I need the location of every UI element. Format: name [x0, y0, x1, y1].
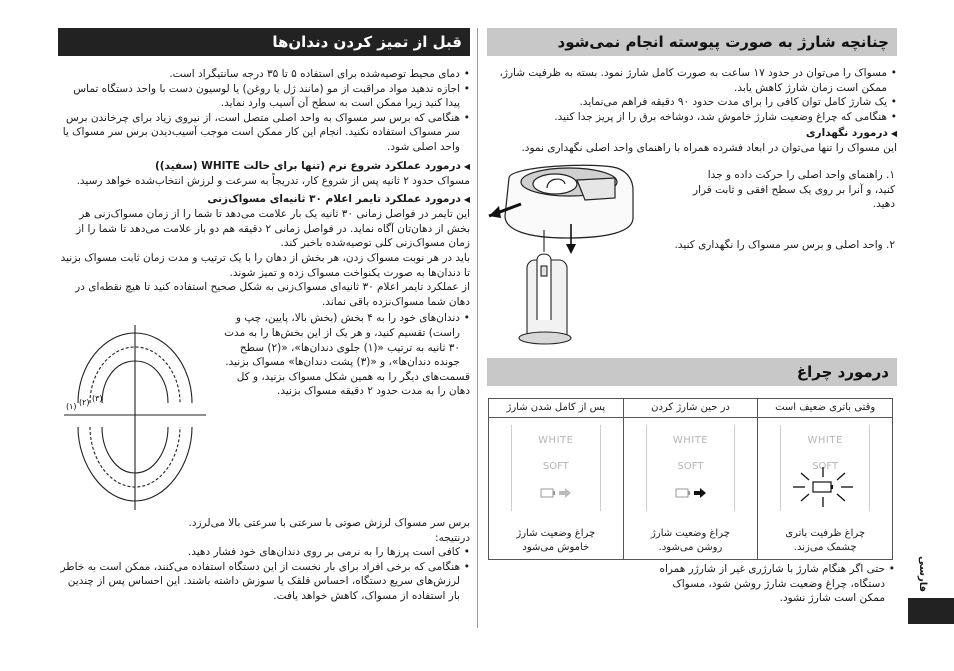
timer-paragraph-3: از عملکرد تایمر اعلام ۳۰ ثانیه‌ای مسواک‌زنی به شکل صحیح استفاده کنید تا هیچ نقطه‌ای در دهان شما مسواک‌نزده باقی نماند.	[75, 281, 470, 308]
lamp-panel	[646, 425, 736, 511]
bullet-run-time: • یک شارژ کامل توان کافی را برای مدت حدود ۹۰ دقیقه فراهم می‌نماید.	[487, 95, 897, 110]
bullet-full-charge: • مسواک را می‌توان در حدود ۱۷ ساعت به صورت کامل شارژ نمود. بسته به ظرفیت شارژ، ممکن است زمان شارژ کاهش یابد.	[487, 66, 897, 95]
storage-step-2: ۲. واحد اصلی و برس سر مسواک را نگهداری کنید.	[674, 239, 895, 251]
right-column	[487, 28, 897, 156]
language-label: فارسی	[917, 556, 928, 593]
charge-lamp-on-icon	[675, 487, 707, 499]
charger-illustration	[487, 160, 687, 348]
mode-label-white: WHITE	[538, 435, 574, 446]
column-divider	[477, 28, 478, 628]
mode-label-soft: SOFT	[677, 461, 704, 472]
bullet-unplug: • هنگامی که چراغ وضعیت شارژ خاموش شد، دوشاخه برق را از پریز جدا کنید.	[487, 110, 897, 125]
result-bullet-2: • هنگامی که برخی افراد برای بار نخست از این دستگاه استفاده می‌کنند، ممکن است به خاطر لرزش‌های سریع دستگاه، احساس قلقک یا سوزش داشته باشند. این احساس پس از چندین بار استفاده از مسواک، کاهش خواهد یافت.	[58, 560, 470, 604]
bullet-quadrants: • دندان‌های خود را به ۴ بخش (بخش بالا، پایین، چپ و راست) تقسیم کنید، و هر یک از این بخش‌ها را به مدت ۳۰ ثانیه به ترتیب «(۱) جلوی دندان‌ها»، «(۲) سطح جونده دندان‌ها»، و «(۳) پشت دندان‌ها» مسواک بزنید.	[220, 311, 470, 369]
timer-paragraph-2: باید در هر نوبت مسواک زدن، هر بخش از دهان را با یک ترتیب و مدت زمان ثابت مسواک بزنید تا دندان‌ها به صورت یکنواخت مسواک زده و تمیز شوند.	[60, 251, 470, 279]
battery-blinking-icon	[785, 465, 861, 509]
lamp-cell-header: پس از کامل شدن شارژ	[489, 399, 623, 418]
mode-label-white: WHITE	[672, 435, 709, 446]
section-title-charging: چنانچه شارژ به صورت پیوسته انجام نمی‌شود	[487, 28, 897, 56]
bullet-brush-head-force: • هنگامی که برس سر مسواک به واحد اصلی متصل است، از نیروی زیاد برای چرخاندن برس سر مسواک استفاده نکنید. انجام این کار ممکن است موجب آسیب‌دیدن برس سر مسواک یا واحد اصلی شود.	[58, 111, 470, 155]
storage-heading: ◀درمورد نگهداری	[805, 127, 897, 140]
section-title-lamp: درمورد چراغ	[487, 358, 897, 386]
storage-step-1: ۱. راهنمای واحد اصلی را حرکت داده و جدا کنید، و آنرا بر روی یک سطح افقی و ثابت قرار دهید.	[692, 169, 895, 211]
bullet-hair-products: • اجازه ندهید مواد مراقبت از مو (مانند ژل یا روغن) یا لوسیون دست با واحد دستگاه تماس پیدا کنید زیرا ممکن است به سطح آن آسیب وارد نماید.	[58, 82, 470, 111]
lamp-cell-charged	[489, 399, 623, 559]
lamp-panel	[511, 425, 601, 511]
lamp-panel	[780, 425, 870, 511]
lamp-cell-low-battery	[757, 399, 892, 559]
diagram-label-3: (۳)	[92, 394, 103, 403]
storage-text: این مسواک را تنها می‌توان در ابعاد فشرده همراه با راهنمای واحد اصلی نگهداری نمود.	[521, 142, 897, 155]
timer-heading: ◀درمورد عملکرد تایمر اعلام ۳۰ ثانیه‌ای مسواک‌زنی	[207, 193, 470, 206]
lamp-status-table	[488, 398, 893, 560]
diagram-label-2: (۲)	[79, 398, 90, 407]
section-title-before-cleaning: قبل از تمیز کردن دندان‌ها	[58, 28, 470, 56]
vibration-text: برس سر مسواک لرزش صوتی با سرعتی با سرعتی بالا می‌لرزد.	[188, 517, 470, 529]
lamp-note: • حتی اگر هنگام شارژ با شارژری غیر از شارژر همراه دستگاه، چراغ وضعیت شارژ روشن شود، مسواک ممکن است شارژ نشود.	[645, 562, 895, 606]
mode-label-soft: SOFT	[812, 461, 839, 472]
quadrants-continued: قسمت‌های دیگر را به همین شکل مسواک بزنید، و کل دهان را به مدت حدود ۲ دقیقه مسواک بزنید.	[236, 370, 470, 398]
result-label: درنتیجه:	[435, 531, 470, 544]
timer-paragraph-1: این تایمر در فواصل زمانی ۳۰ ثانیه یک بار علامت می‌دهد تا شما را از زمان مسواک‌زنی هر بخش از دهان‌تان آگاه نماید. در فواصل زمانی ۲ دقیقه هم دو بار علامت می‌دهد تا شما را از زمان مسواک‌زنی کلی توصیه‌شده باخبر کند.	[76, 208, 470, 250]
page-side-tab	[908, 598, 954, 624]
triangle-marker-icon: ◀	[890, 129, 897, 139]
lamp-cell-header: در حین شارژ کردن	[624, 399, 758, 418]
charge-lamp-off-icon	[540, 487, 572, 499]
diagram-label-1: (۱)	[66, 402, 77, 411]
triangle-marker-icon: ◀	[463, 195, 470, 205]
mode-label-white: WHITE	[807, 435, 843, 446]
lamp-cell-footer: چراغ وضعیت شارژ روشن می‌شود.	[651, 528, 730, 553]
vibration-section	[58, 516, 470, 604]
lamp-cell-charging	[623, 399, 758, 559]
soft-start-text: مسواک حدود ۲ ثانیه پس از شروع کار، تدریجاً به سرعت و لرزش انتخاب‌شده خواهد رسید.	[76, 174, 470, 187]
teeth-quadrant-diagram	[64, 325, 206, 510]
lamp-cell-footer: چراغ ظرفیت باتری چشمک می‌زند.	[785, 528, 866, 553]
result-bullet-1: • کافی است پرزها را به نرمی بر روی دندان‌های خود فشار دهید.	[58, 545, 470, 560]
lamp-cell-header: وقتی باتری ضعیف است	[758, 399, 892, 418]
triangle-marker-icon: ◀	[463, 161, 470, 171]
bullet-temperature: • دمای محیط توصیه‌شده برای استفاده ۵ تا ۳۵ درجه سانتیگراد است.	[58, 67, 470, 82]
mode-label-soft: SOFT	[542, 461, 569, 472]
soft-start-heading: ◀درمورد عملکرد شروع نرم (تنها برای حالت WHITE (سفید))	[154, 159, 470, 172]
lamp-cell-footer: چراغ وضعیت شارژ خاموش می‌شود	[516, 528, 596, 553]
